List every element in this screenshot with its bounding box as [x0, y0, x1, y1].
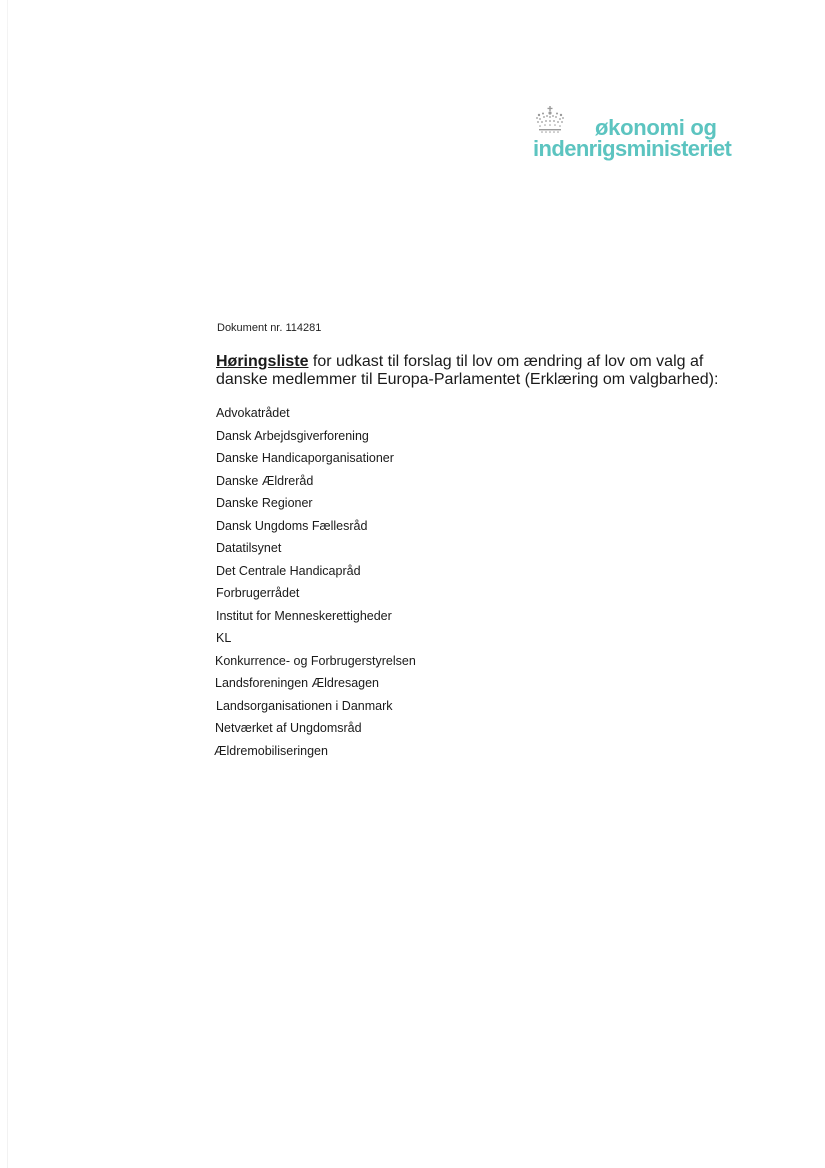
list-item: KL	[216, 631, 232, 645]
list-item: Forbrugerrådet	[216, 586, 300, 600]
list-item: Danske Regioner	[216, 496, 313, 510]
list-item: Danske Ældreråd	[216, 473, 314, 488]
logo-text-line1: økonomi og	[595, 115, 717, 140]
heading-description: for udkast til forslag til lov om ændring af lov om valg af danske medlemmer til Europa-Parlamentet (Erklæring om valgbarhed):	[216, 353, 719, 388]
document-number: Dokument nr. 114281	[217, 322, 322, 334]
list-item: Landsforeningen Ældresagen	[215, 676, 380, 690]
logo-text-line2: indenrigsministeriet	[533, 136, 732, 161]
list-item: Dansk Arbejdsgiverforening	[216, 428, 369, 443]
page-edge	[7, 0, 8, 1168]
crown-icon	[534, 106, 566, 134]
list-item: Ældremobiliseringen	[214, 743, 328, 758]
list-item: Dansk Ungdoms Fællesråd	[216, 518, 368, 533]
list-item: Institut for Menneskerettigheder	[216, 608, 392, 623]
consultation-list	[216, 404, 416, 764]
list-item: Landsorganisationen i Danmark	[216, 698, 393, 713]
ministry-logo	[530, 106, 730, 162]
list-item: Netværket af Ungdomsråd	[215, 721, 362, 735]
page-title	[216, 353, 736, 389]
list-item: Danske Handicaporganisationer	[216, 451, 394, 465]
list-item: Konkurrence- og Forbrugerstyrelsen	[215, 653, 416, 668]
list-item: Advokatrådet	[216, 406, 290, 420]
heading-keyword: Høringsliste	[216, 353, 309, 370]
list-item: Datatilsynet	[216, 541, 282, 555]
list-item: Det Centrale Handicapråd	[216, 563, 361, 578]
